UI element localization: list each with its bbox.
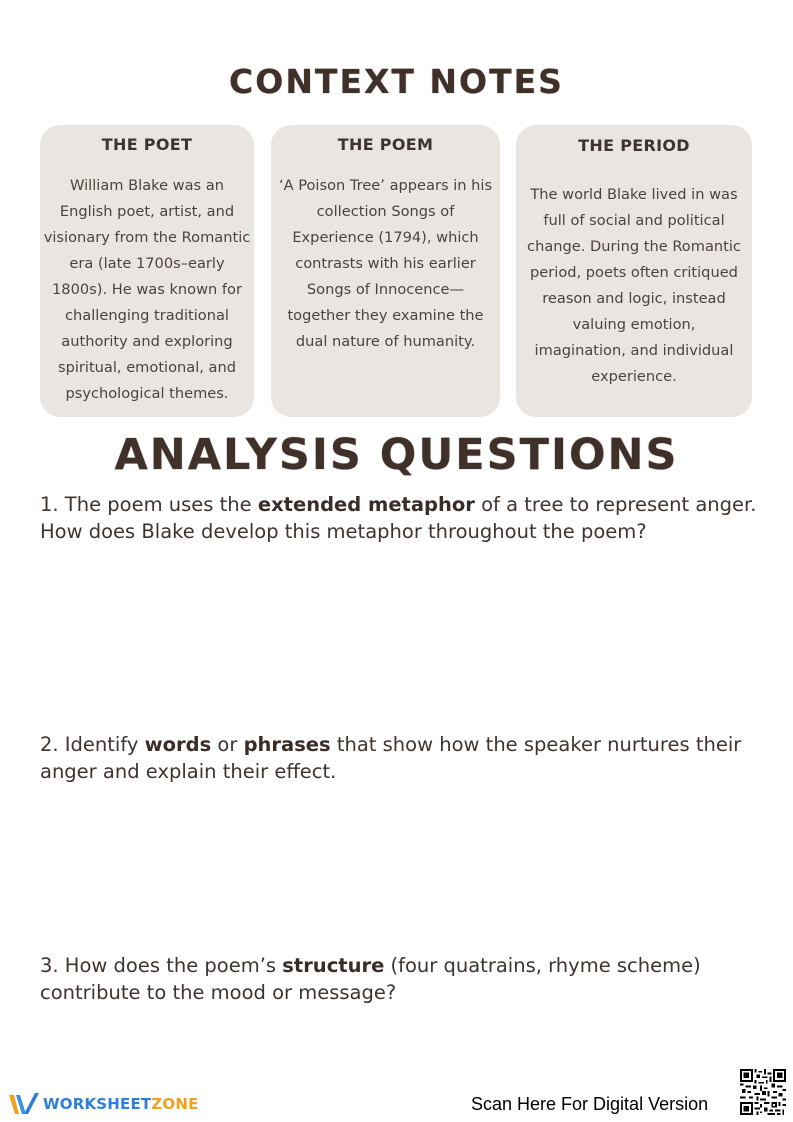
card-title: THE POET: [101, 135, 193, 154]
qr-code-icon[interactable]: [740, 1069, 786, 1115]
logo-w-icon: [8, 1091, 40, 1117]
card-text: ‘A Poison Tree’ appears in his collection Songs of Experience (1794), which contrasts with his earlier Songs of Innocence—together they examine the dual nature of humanity.: [278, 177, 493, 350]
card-title: THE POEM: [337, 135, 434, 154]
question-1: [40, 491, 765, 545]
question-3: [40, 952, 765, 1006]
context-notes-title: CONTEXT NOTES: [229, 62, 564, 101]
card-text: William Blake was an English poet, artist, and visionary from the Romantic era (late 1700s–early 1800s). He was known for challenging traditional authority and exploring spiritual, emotional, and psychological themes.: [43, 177, 251, 402]
question-2: [40, 731, 765, 785]
question-text: that show how the speaker nurtures their anger and explain their effect.: [40, 733, 742, 783]
worksheetzone-logo[interactable]: [8, 1090, 199, 1118]
scan-digital-version-text: Scan Here For Digital Version: [471, 1094, 709, 1114]
question-text: 3. How does the poem’s: [40, 954, 283, 977]
question-text: or: [211, 733, 244, 756]
question-keyword: structure: [282, 954, 385, 977]
card-the-poem: [271, 125, 500, 417]
card-the-poet: [40, 125, 254, 417]
question-text: 1. The poem uses the: [40, 493, 258, 516]
logo-text-part1: WORKSHEET: [43, 1095, 152, 1113]
question-text: 2. Identify: [40, 733, 145, 756]
question-keyword: extended metaphor: [257, 493, 475, 516]
question-keyword: phrases: [243, 733, 331, 756]
logo-text: [43, 1095, 199, 1113]
question-keyword: words: [144, 733, 212, 756]
logo-text-part2: ZONE: [151, 1095, 199, 1113]
analysis-questions-title: ANALYSIS QUESTIONS: [114, 430, 679, 480]
card-text: The world Blake lived in was full of social and political change. During the Romantic period, poets often critiqued reason and logic, instead valuing emotion, imagination, and individual experience.: [527, 186, 741, 385]
card-the-period: [516, 125, 752, 417]
question-text: of a tree to represent anger. How does Blake develop this metaphor throughout the poem?: [40, 493, 757, 543]
question-text: (four quatrains, rhyme scheme) contribute to the mood or message?: [40, 954, 701, 1004]
card-title: THE PERIOD: [578, 136, 690, 155]
